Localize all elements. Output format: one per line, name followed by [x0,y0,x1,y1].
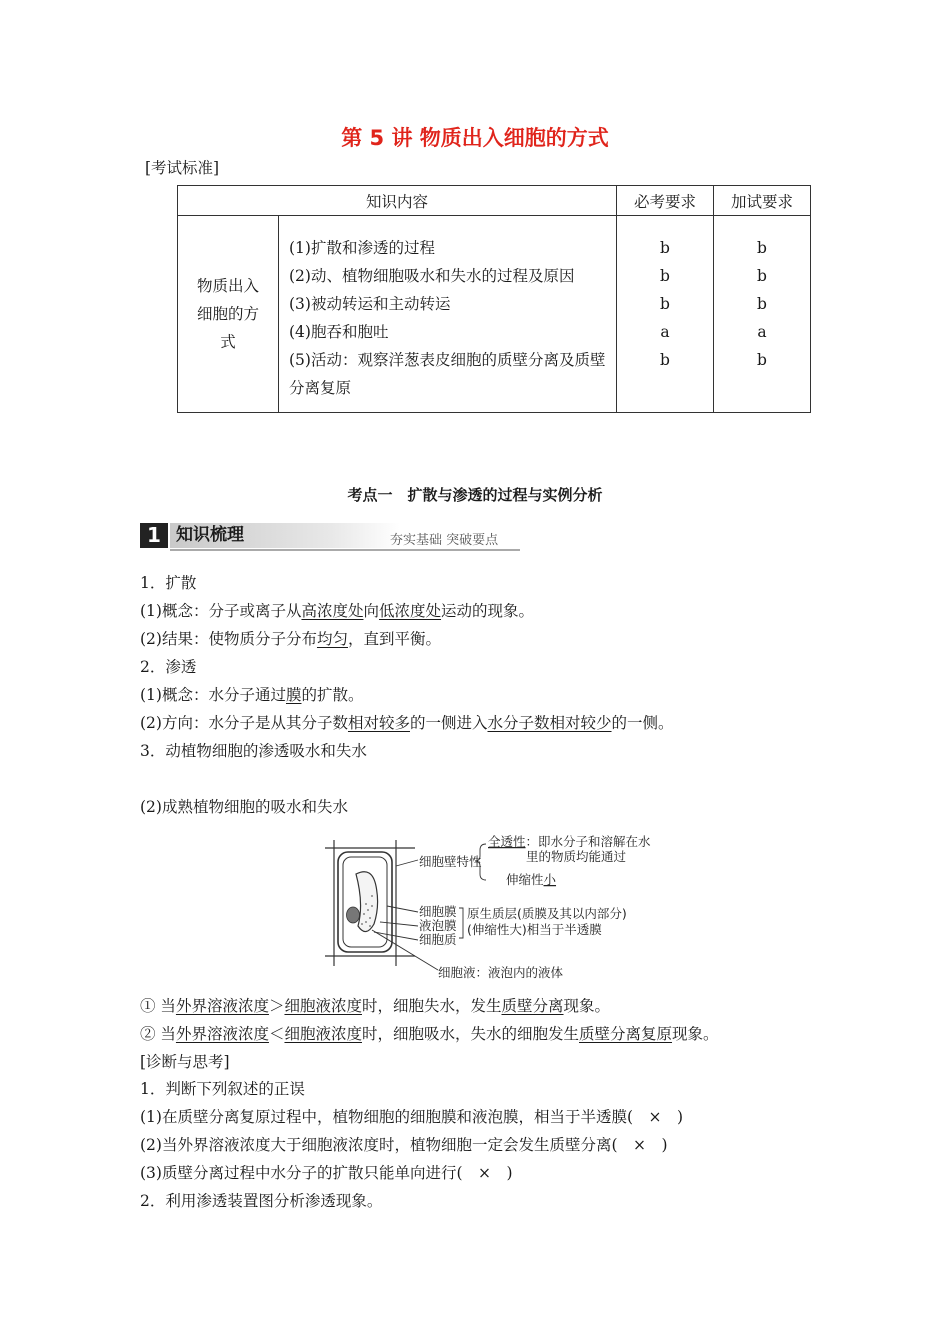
topic-cell [178,216,279,413]
required-cell [617,216,714,413]
header-knowledge: 知识内容 [178,186,617,216]
line-judge-3: (3)质壁分离过程中水分子的扩散只能单向进行( × ) [140,1164,513,1182]
content-item: (1)扩散和渗透的过程 [289,239,435,257]
banner-label: 知识梳理 [170,523,400,548]
line-osmosis-direction: (2)方向：水分子是从其分子数相对较多的一侧进入水分子数相对较少的一侧。 [140,714,674,732]
label-membrane: 细胞膜 [419,904,457,919]
advanced-level: b [757,350,767,369]
label-elastic: 伸缩性小 [506,872,557,887]
header-advanced: 加试要求 [714,186,811,216]
required-level: b [660,350,670,369]
advanced-level: b [757,238,767,257]
line-osmosis: 2．渗透 [140,658,197,676]
label-protoplast: 原生质层(质膜及其以内部分) [467,906,627,921]
line-plant-cell: (2)成熟植物细胞的吸水和失水 [140,798,348,816]
exam-standard-label: [考试标准] [145,159,220,177]
line-judge-1: (1)在质壁分离复原过程中，植物细胞的细胞膜和液泡膜，相当于半透膜( × ) [140,1108,684,1126]
line-diffusion-concept: (1)概念：分子或离子从高浓度处向低浓度处运动的现象。 [140,602,535,620]
label-cell-sap: 细胞液：液泡内的液体 [438,965,564,980]
required-level: b [660,266,670,285]
line-diffusion-result: (2)结果：使物质分子分布均匀，直到平衡。 [140,630,441,648]
label-cell-wall-traits: 细胞壁特性 [419,854,482,869]
advanced-level: b [757,294,767,313]
plant-cell-figure [320,826,670,982]
banner-number: 1 [140,523,168,548]
header-required: 必考要求 [617,186,714,216]
line-cell-osmosis: 3．动植物细胞的渗透吸水和失水 [140,742,367,760]
content-item: (5)活动：观察洋葱表皮细胞的质壁分离及质壁分离复原 [289,351,606,397]
page-title: 第 5 讲 物质出入细胞的方式 [341,126,609,150]
section-title: 考点一 扩散与渗透的过程与实例分析 [347,486,603,504]
exam-standard-table [177,185,811,413]
content-item: (4)胞吞和胞吐 [289,323,389,341]
required-level: b [660,294,670,313]
line-osmosis-device: 2．利用渗透装置图分析渗透现象。 [140,1192,383,1210]
line-judge: 1．判断下列叙述的正误 [140,1080,305,1098]
banner-underline [170,549,520,551]
knowledge-banner [140,523,520,551]
banner-subtitle: 夯实基础 突破要点 [390,533,499,548]
required-level: a [660,322,670,341]
required-level: b [660,238,670,257]
label-protoplast-cont: (伸缩性大)相当于半透膜 [467,922,602,937]
line-judge-2: (2)当外界溶液浓度大于细胞液浓度时，植物细胞一定会发生质壁分离( × ) [140,1136,668,1154]
label-permeable-cont: 里的物质均能通过 [526,849,627,864]
line-diffusion: 1．扩散 [140,574,197,592]
topic-text: 物质出入细胞的方式 [196,277,259,351]
content-cell [279,216,617,413]
line-osmosis-concept: (1)概念：水分子通过膜的扩散。 [140,686,364,704]
line-deplasmolysis: ② 当外界溶液浓度＜细胞液浓度时，细胞吸水，失水的细胞发生质壁分离复原现象。 [140,1025,719,1043]
advanced-level: a [757,322,767,341]
line-diagnosis-label: [诊断与思考] [140,1053,230,1071]
label-cytoplasm: 细胞质 [419,932,457,947]
content-item: (2)动、植物细胞吸水和失水的过程及原因 [289,267,575,285]
advanced-level: b [757,266,767,285]
content-item: (3)被动转运和主动转运 [289,295,451,313]
advanced-cell [714,216,811,413]
label-tonoplast: 液泡膜 [419,918,457,933]
label-permeable: 全透性：即水分子和溶解在水 [488,834,651,849]
line-plasmolysis: ① 当外界溶液浓度＞细胞液浓度时，细胞失水，发生质壁分离现象。 [140,997,611,1015]
